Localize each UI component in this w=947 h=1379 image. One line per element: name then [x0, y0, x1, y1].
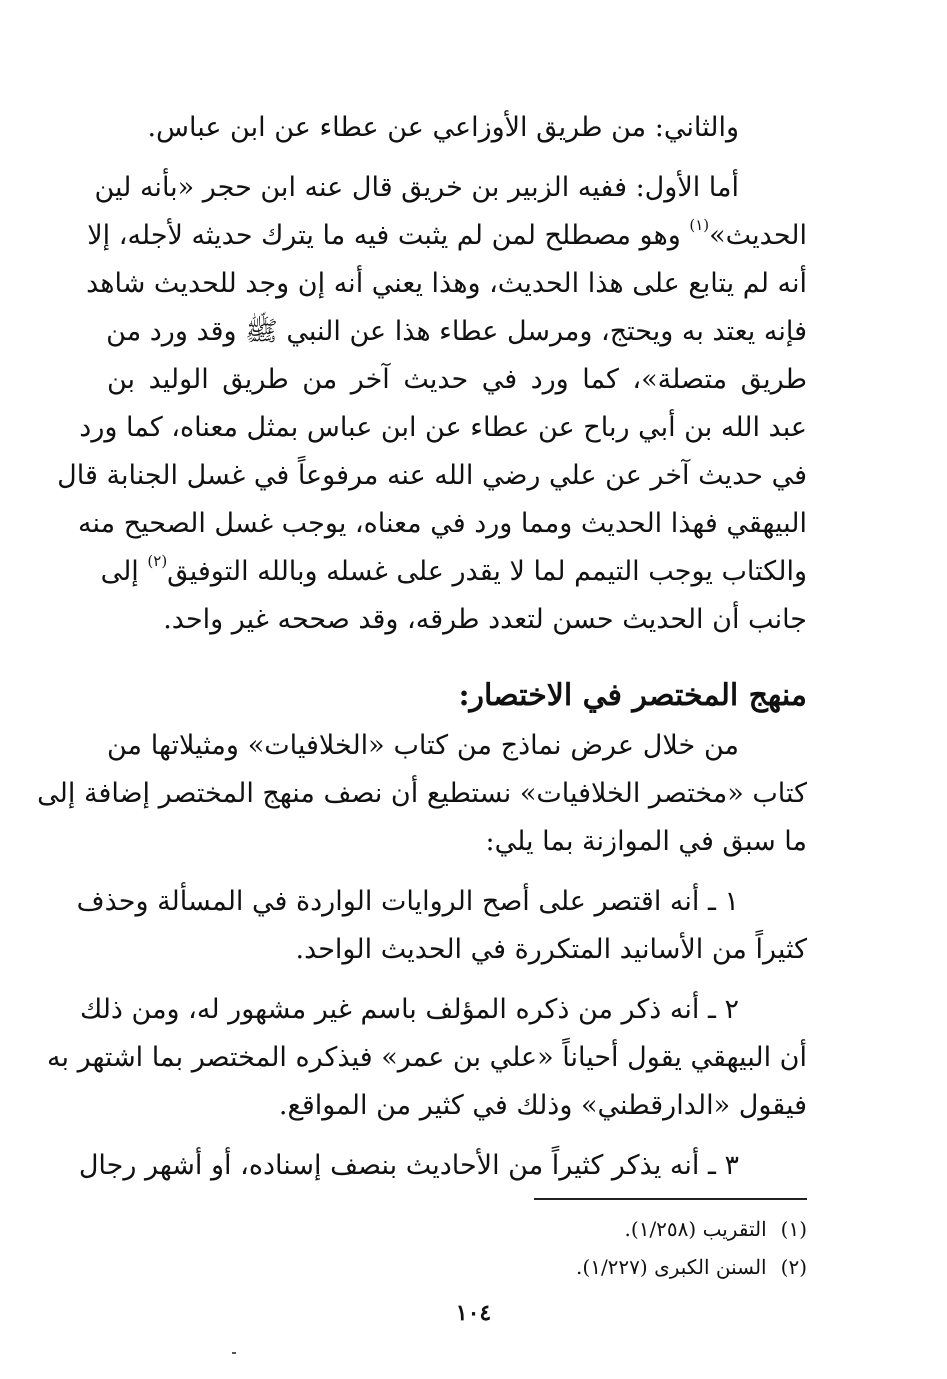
- footnote-number: (١): [780, 1217, 807, 1241]
- scan-speck: [232, 1352, 236, 1354]
- body-text: وهو مصطلح لمن لم يثبت فيه ما يترك حديثه لأجله، إلا: [87, 220, 690, 251]
- list-item-line: ١ ـ أنه اقتصر على أصح الروايات الواردة في المسألة وحذف: [76, 886, 739, 917]
- body-line: جانب أن الحديث حسن لتعدد طرقه، وقد صححه غير واحد.: [163, 604, 807, 635]
- footnote: [107, 1250, 807, 1284]
- footnote-text: التقريب (١/٢٥٨).: [624, 1217, 767, 1241]
- body-line: والثاني: من طريق الأوزاعي عن عطاء عن ابن عباس.: [147, 112, 739, 143]
- footnote: [107, 1212, 807, 1246]
- body-line: أما الأول: ففيه الزبير بن خريق قال عنه ابن حجر «بأنه لين: [94, 172, 739, 203]
- body-line: [87, 212, 807, 260]
- list-item-line: ٢ ـ أنه ذكر من ذكره المؤلف باسم غير مشهور له، ومن ذلك: [79, 994, 739, 1025]
- body-line: من خلال عرض نماذج من كتاب «الخلافيات» ومثيلاتها من: [107, 730, 739, 761]
- body-line: في حديث آخر عن علي رضي الله عنه مرفوعاً في غسل الجنابة قال: [57, 460, 807, 491]
- footnote-ref: (٢): [147, 552, 168, 570]
- body-line: البيهقي فهذا الحديث ومما ورد في معناه، يوجب غسل الصحيح منه: [78, 508, 807, 539]
- list-item-line: ٣ ـ أنه يذكر كثيراً من الأحاديث بنصف إسناده، أو أشهر رجال: [78, 1150, 739, 1181]
- body-text: والكتاب يوجب التيمم لما لا يقدر على غسله وبالله التوفيق: [167, 556, 807, 587]
- body-line: [100, 548, 807, 596]
- body-line: ما سبق في الموازنة بما يلي:: [485, 826, 807, 857]
- body-line: كتاب «مختصر الخلافيات» نستطيع أن نصف منهج المختصر إضافة إلى: [37, 778, 807, 809]
- body-line: طريق متصلة»، كما ورد في حديث آخر من طريق الوليد بن: [107, 364, 807, 395]
- footnote-separator: [534, 1198, 807, 1200]
- section-heading: منهج المختصر في الاختصار:: [458, 678, 807, 713]
- footnote-number: (٢): [780, 1255, 807, 1279]
- body-line: فإنه يعتد به ويحتج، ومرسل عطاء هذا عن النبي ﷺ وقد ورد من: [106, 316, 807, 347]
- body-text: الحديث»: [709, 220, 807, 251]
- footnote-text: السنن الكبرى (١/٢٢٧).: [576, 1255, 767, 1279]
- list-item-line: فيقول «الدارقطني» وذلك في كثير من المواقع.: [278, 1090, 807, 1121]
- body-line: عبد الله بن أبي رباح عن عطاء عن ابن عباس بمثل معناه، كما ورد: [79, 412, 807, 443]
- body-line: أنه لم يتابع على هذا الحديث، وهذا يعني أنه إن وجد للحديث شاهد: [86, 268, 807, 299]
- list-item-line: أن البيهقي يقول أحياناً «علي بن عمر» فيذكره المختصر بما اشتهر به: [47, 1042, 807, 1073]
- list-item-line: كثيراً من الأسانيد المتكررة في الحديث الواحد.: [295, 934, 807, 965]
- page-number: ١٠٤: [455, 1300, 492, 1326]
- footnote-ref: (١): [689, 216, 710, 234]
- body-text: إلى: [100, 556, 148, 587]
